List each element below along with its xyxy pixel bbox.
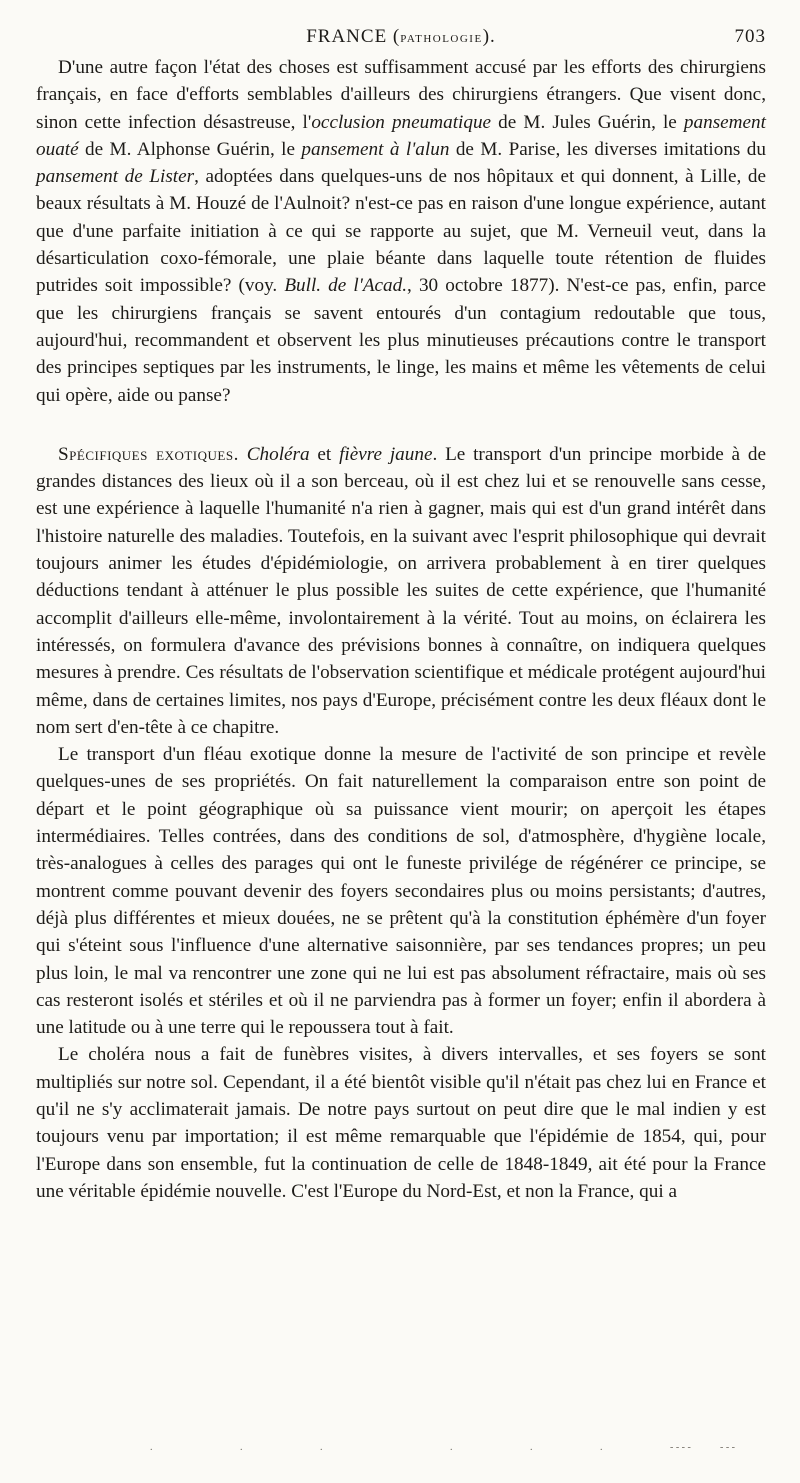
italic-term: pansement de Lister [36,166,195,188]
running-title [36,26,766,48]
italic-term: fièvre jaune [339,443,433,465]
bottom-print-marks: . . . . . . - - - - - - - [150,1442,735,1453]
text-run: . Le transport d'un principe morbide à de grandes distances des lieux où il a son berceau, où il est chez lui et se renouvelle sans cesse, est une expérience à laquelle l'humanité n'a rien à gagner, mais qui est d'un grand intérêt dans l'histoire naturelle des maladies. Toutefois, en la suivant avec l'esprit philosophique qui devrait toujours animer les études d'épidémiologie, on arrivera probablement à en tirer quelques déductions tendant à atténuer le plus possible les suites de cette expérience, que l'humanité accomplit d'ailleurs elle-même, involontairement à la vérité. Tout au moins, on éclairera les intéressés, on formulera d'avance des prévisions bonnes à connaître, on indiquera quelques mesures à prendre. Ces résultats de l'observation scientifique et médicale protégent aujourd'hui même, dans de certaines limites, nos pays d'Europe, précisément contre les deux fléaux dont le nom sert d'en-tête à ce chapitre. [36,443,766,738]
italic-term: occlusion pneumatique [311,111,492,133]
paragraph-exotic-transport: Le transport d'un fléau exotique donne la mesure de l'activité de son principe et revèle quelques-unes de ses propriétés. On fait naturellement la comparaison entre son point de départ et le point géographique où sa puissance vient mourir; on aperçoit les étapes intermédiaires. Telles contrées, dans des conditions de sol, d'atmosphère, d'hygiène locale, très-analogues à celles des parages qui ont le funeste privilége de régénérer ce principe, se montrent comme pouvant devenir des foyers secondaires plus ou moins persistants; d'autres, déjà plus différentes et mieux douées, ne se prêtent qu'à la constitution éphémère d'un foyer qui s'éteint sous l'influence d'une alternative saisonnière, par ses tendances propres; un peu plus loin, le mal va rencontrer une zone qui ne lui est pas absolument réfractaire, mais où ses cas resteront isolés et stériles et où il ne parviendra pas à former un foyer; enfin il abordera à une latitude ou à une terre qui le repoussera tout à fait. [36,744,766,1039]
section-gap [36,409,766,441]
document-page [36,26,766,1205]
text-run: et [309,443,340,465]
title-main: FRANCE ( [306,26,401,47]
text-run: de M. Alphonse Guérin, le [78,138,302,160]
text-run: de M. Parise, les diverses imitations du [449,138,766,160]
page-number: 703 [734,26,766,47]
italic-term: pansement à l'alun [301,138,450,160]
paragraph-surgical-dressings [36,54,766,409]
title-end: ). [482,26,496,47]
text-run: D'une autre façon l'état des choses est suffisamment accusé par les efforts des chirurgiens français, en face d'efforts semblables d'ailleurs des chirurgiens étrangers. Que visent donc, sinon cette infection désastreuse, l' [36,57,766,133]
text-run: , 30 octobre 1877). N'est-ce pas, enfin, parce que les chirurgiens français se savent entourés d'un contagium redoutable que tous, aujourd'hui, recommandent et observent les plus minutieuses précautions contre le transport des principes septiques par les instruments, le linge, les mains et même les vêtements de celui qui opère, aide ou panse? [36,275,766,406]
section-heading: Spécifiques exotiques. [58,443,239,465]
paragraph-exotic-specifics [36,441,766,741]
italic-term: Choléra [246,443,310,465]
italic-citation: Bull. de l'Acad. [284,275,408,297]
running-header [36,26,766,54]
text-run: , adoptées dans quelques-uns de nos hôpitaux et qui donnent, à Lille, de beaux résultats à M. Houzé de l'Aulnoit? n'est-ce pas en raison d'une longue expérience, autant que d'une parfaite initiation à ce qui se rapporte au sujet, que M. Verneuil veut, dans la désarticulation coxo-fémorale, une plaie béante dans laquelle toute rétention de fluides putrides soit impossible? (voy. [36,166,766,297]
italic-term: pansement ouaté [36,111,766,160]
text-run: de M. Jules Guérin, le [491,111,684,133]
title-subject: pathologie [400,30,483,46]
paragraph-cholera-france: Le choléra nous a fait de funèbres visites, à divers intervalles, et ses foyers se sont multipliés sur notre sol. Cependant, il a été bientôt visible qu'il n'était pas chez lui en France et qu'il ne s'y acclimaterait jamais. De notre pays surtout on peut dire que le mal indien y est toujours venu par importation; il est même remarquable que l'épidémie de 1854, qui, pour l'Europe dans son ensemble, fut la continuation de celle de 1848-1849, ait été pour la France une véritable épidémie nouvelle. C'est l'Europe du Nord-Est, et non la France, qui a [36,1044,766,1202]
